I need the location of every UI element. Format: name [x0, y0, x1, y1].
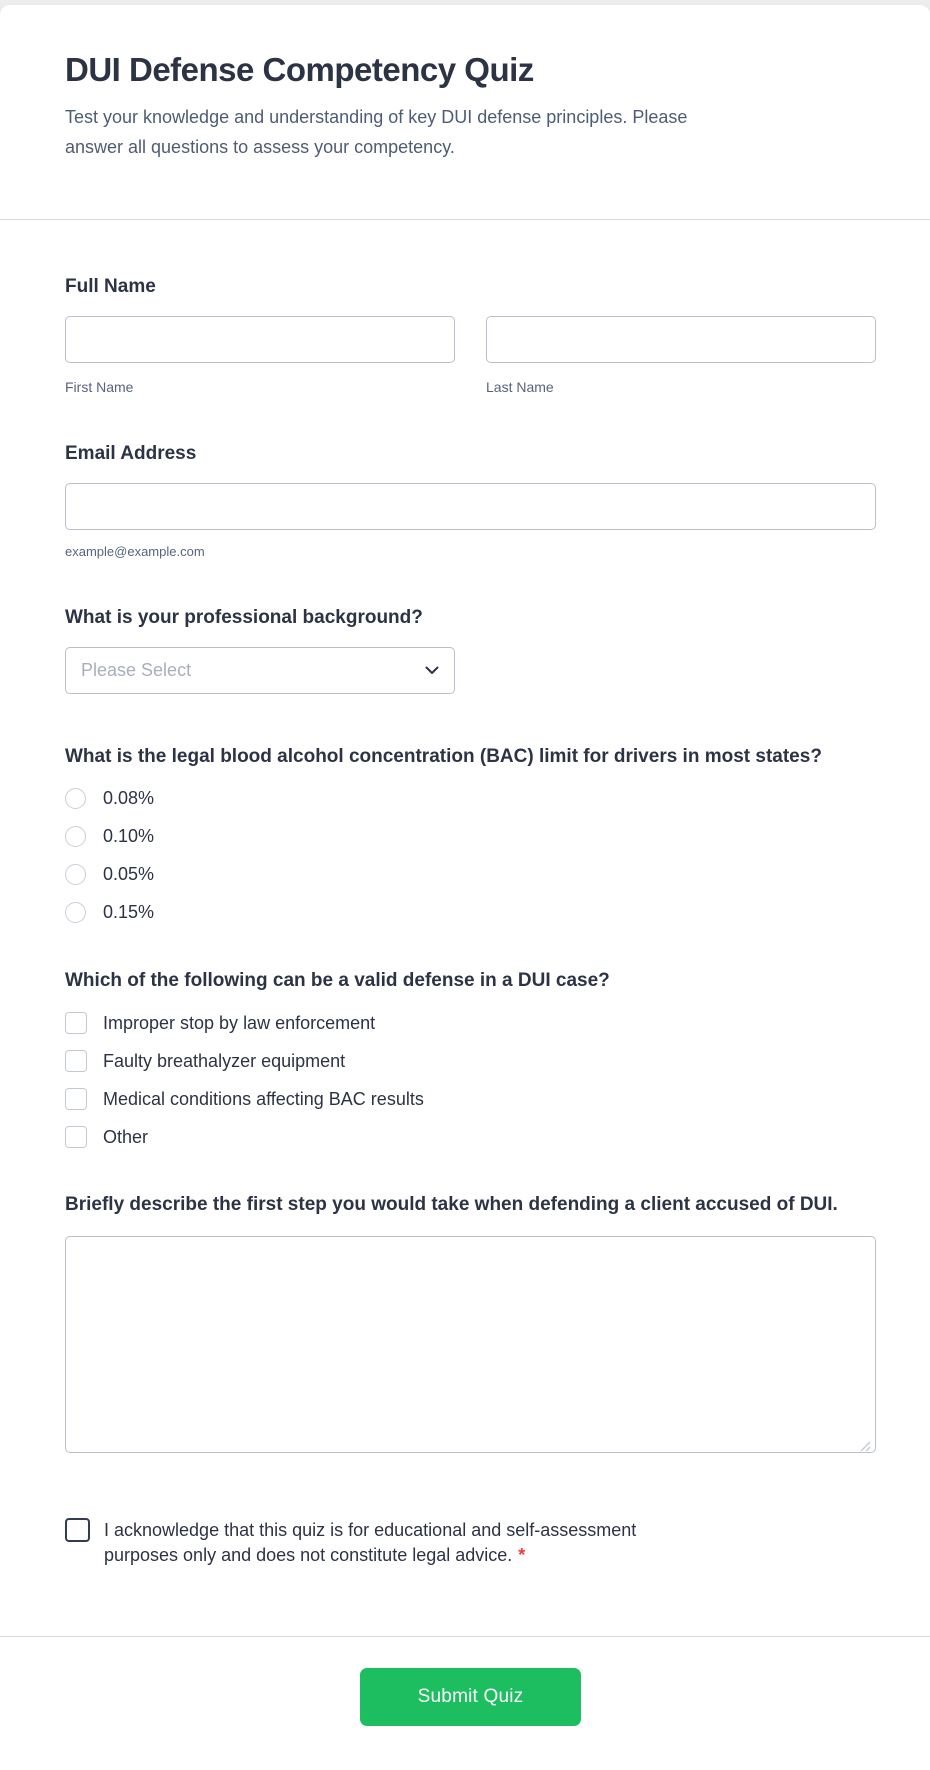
first-name-column: [65, 316, 455, 395]
defense-option-label: Improper stop by law enforcement: [103, 1012, 376, 1033]
first-step-label: Briefly describe the first step you would take when defending a client accused of DUI.: [65, 1194, 838, 1215]
defense-option-label: Faulty breathalyzer equipment: [103, 1050, 346, 1071]
checkbox-icon[interactable]: [65, 1088, 87, 1110]
radio-icon[interactable]: [65, 864, 86, 885]
checkbox-icon[interactable]: [65, 1050, 87, 1072]
background-select-placeholder: Please Select: [81, 660, 192, 680]
form-card: [0, 5, 930, 1770]
bac-option-row[interactable]: [65, 864, 876, 885]
first-step-textarea[interactable]: [65, 1236, 876, 1453]
question-defense: [65, 970, 876, 1148]
checkbox-icon[interactable]: [65, 1126, 87, 1148]
form-body: [0, 220, 930, 1636]
bac-option-label: 0.05%: [103, 864, 155, 884]
defense-option-label: Medical conditions affecting BAC results: [103, 1088, 424, 1109]
background-label: What is your professional background?: [65, 607, 423, 628]
question-background: [65, 607, 876, 694]
defense-option-row[interactable]: [65, 1126, 876, 1148]
question-bac: [65, 746, 876, 923]
first-name-sublabel: First Name: [65, 379, 134, 395]
radio-icon[interactable]: [65, 902, 86, 923]
chevron-down-icon: [425, 666, 439, 675]
form-header: [0, 5, 930, 220]
name-row: [65, 316, 876, 395]
first-name-input[interactable]: [65, 316, 455, 363]
bac-label: What is the legal blood alcohol concentration (BAC) limit for drivers in most states?: [65, 746, 822, 767]
email-label: Email Address: [65, 443, 197, 464]
acknowledgement-text: I acknowledge that this quiz is for educational and self-assessment purposes only and does not constitute legal advice.: [104, 1520, 637, 1565]
background-select[interactable]: [65, 647, 455, 694]
question-first-step: [65, 1194, 876, 1458]
form-footer: [0, 1636, 930, 1770]
radio-icon[interactable]: [65, 826, 86, 847]
required-asterisk: *: [518, 1545, 526, 1565]
bac-option-label: 0.10%: [103, 826, 155, 846]
first-step-textarea-wrap: [65, 1236, 876, 1458]
last-name-input[interactable]: [486, 316, 876, 363]
page-title: DUI Defense Competency Quiz: [65, 51, 534, 88]
question-email: [65, 443, 876, 559]
bac-option-row[interactable]: [65, 902, 876, 923]
acknowledgement-checkbox[interactable]: [65, 1518, 90, 1542]
submit-quiz-button[interactable]: Submit Quiz: [360, 1668, 581, 1726]
bac-option-label: 0.08%: [103, 788, 155, 808]
bac-option-label: 0.15%: [103, 902, 155, 922]
bac-option-row[interactable]: [65, 826, 876, 847]
form-subtitle: Test your knowledge and understanding of key DUI defense principles. Please answer all questions to assess your competency.: [65, 107, 688, 157]
last-name-sublabel: Last Name: [486, 379, 554, 395]
email-hint: example@example.com: [65, 544, 205, 559]
acknowledgement-block: [65, 1518, 713, 1568]
full-name-label: Full Name: [65, 276, 156, 297]
radio-icon[interactable]: [65, 788, 86, 809]
checkbox-icon[interactable]: [65, 1012, 87, 1034]
question-full-name: [65, 276, 876, 395]
defense-option-row[interactable]: [65, 1050, 876, 1072]
bac-option-row[interactable]: [65, 788, 876, 809]
defense-option-row[interactable]: [65, 1012, 876, 1034]
last-name-column: [486, 316, 876, 395]
email-input[interactable]: [65, 483, 876, 530]
defense-option-row[interactable]: [65, 1088, 876, 1110]
defense-option-label: Other: [103, 1126, 149, 1147]
defense-label: Which of the following can be a valid defense in a DUI case?: [65, 970, 610, 991]
